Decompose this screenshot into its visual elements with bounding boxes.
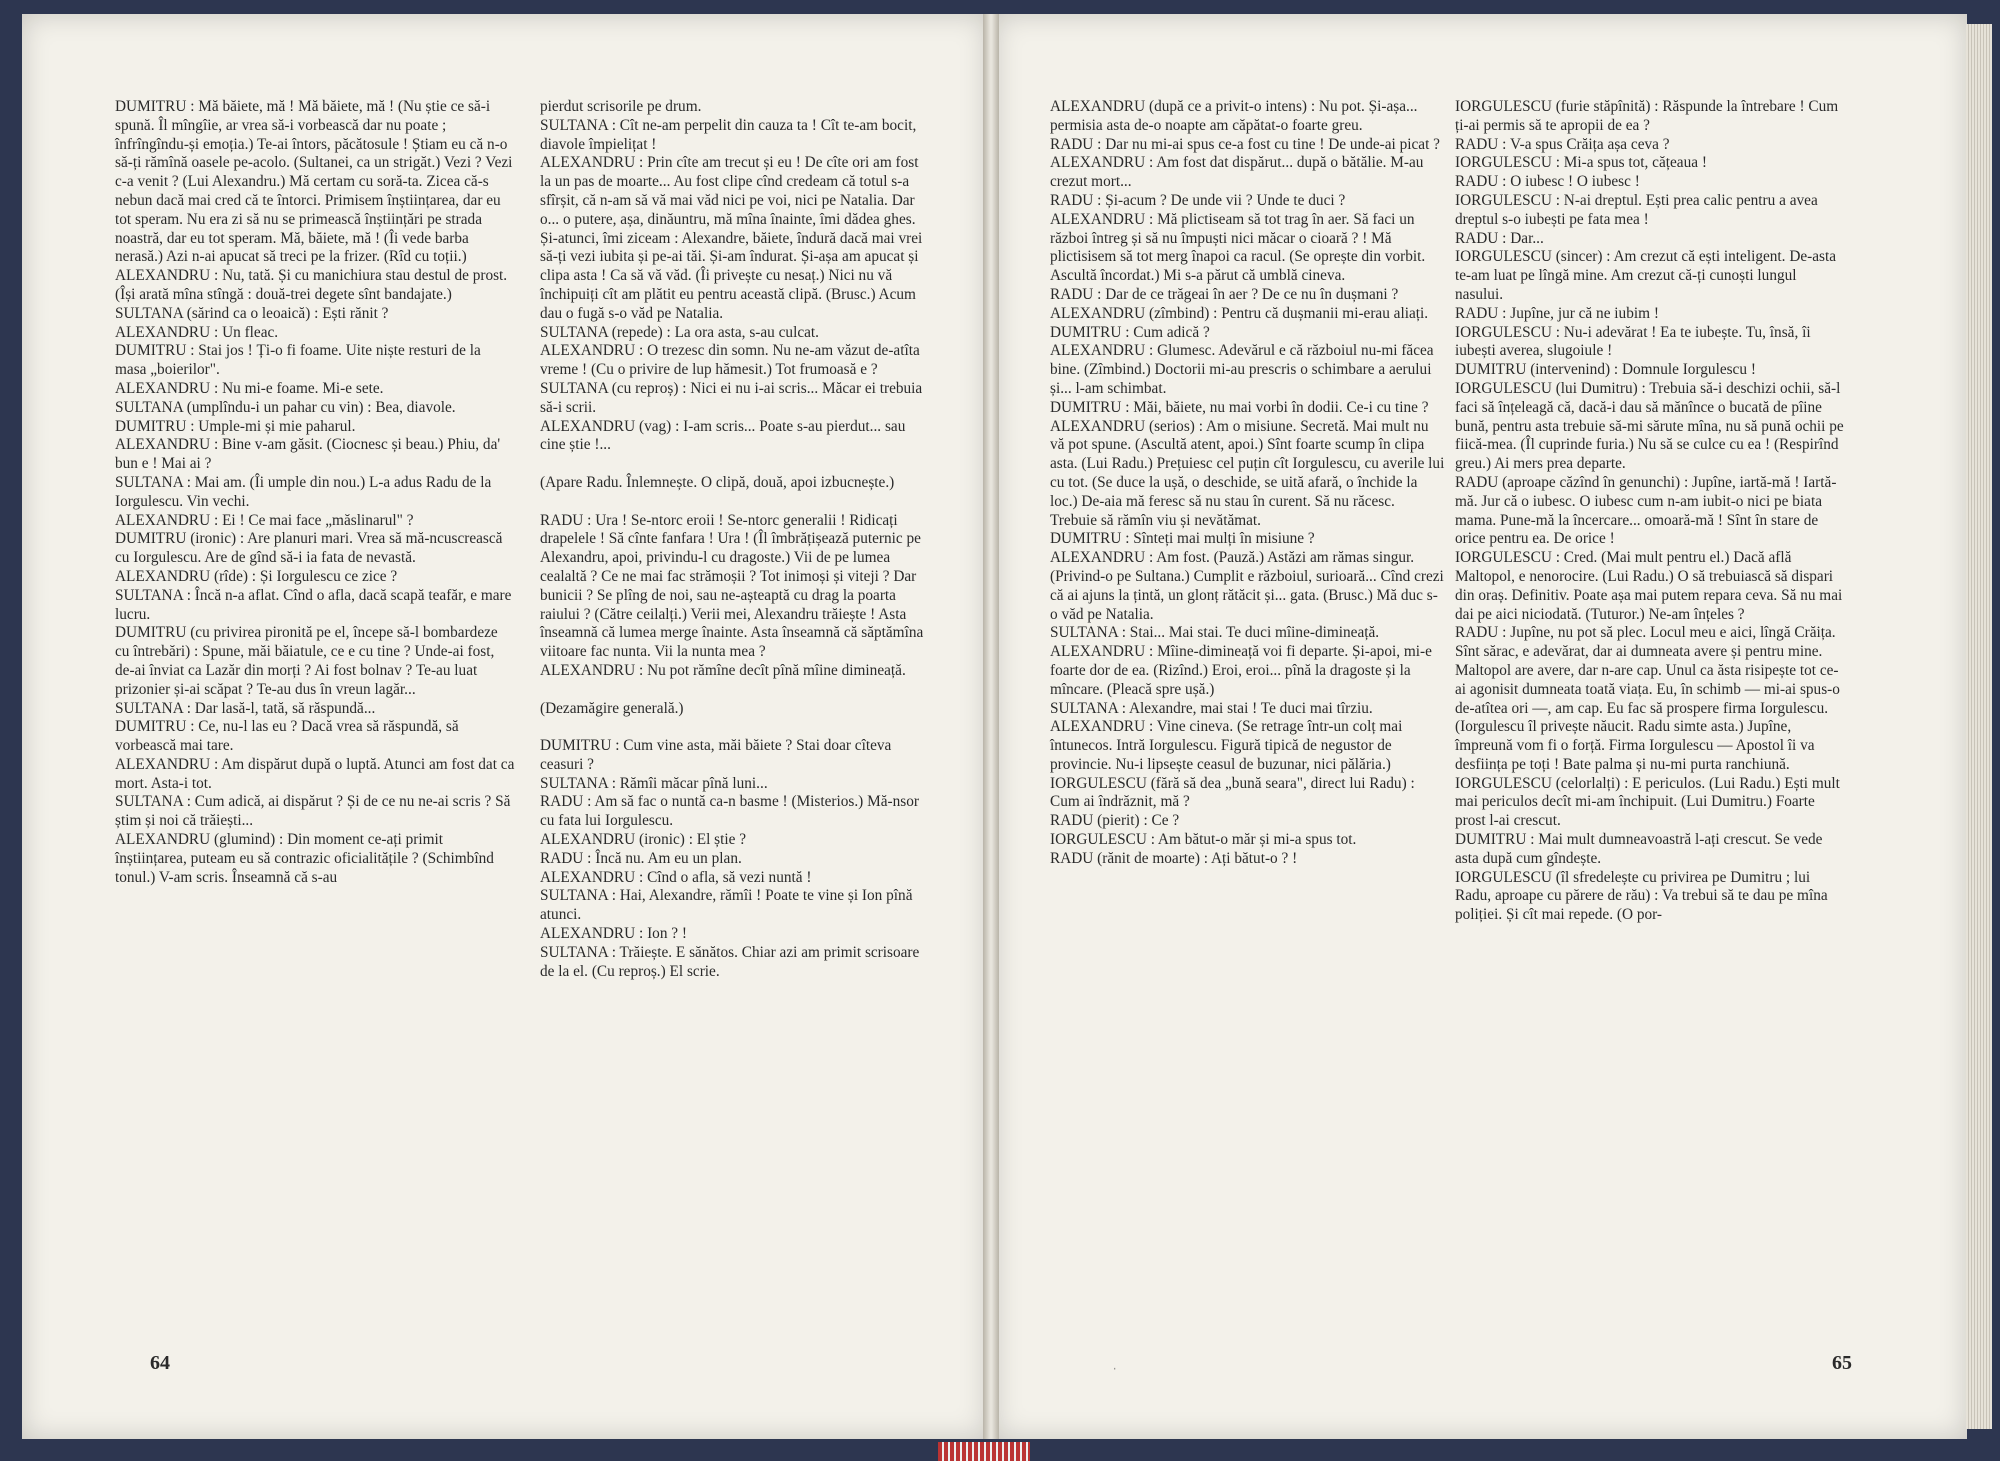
dialogue-paragraph [540, 455, 928, 474]
dialogue-paragraph: IORGULESCU (furie stăpînită) : Răspunde la întrebare ! Cum ți-ai permis să te apropii de ea ? [1455, 98, 1839, 134]
dialogue-paragraph: RADU : Încă nu. Am eu un plan. [540, 849, 742, 867]
dialogue-paragraph: pierdut scrisorile pe drum. [540, 98, 702, 115]
dialogue-paragraph: ALEXANDRU (serios) : Am o misiune. Secretă. Mai mult nu vă pot spune. (Ascultă atent, apoi.) Sînt foarte scump în clipa asta. (Lui Radu.) Prețuiesc cel puțin cît Iorgulescu, cu averile lui cu tot. (Se duce la ușă, o deschide, se uită afară, o închide la loc.) De-aia mă feresc să nu stau în curent. Să nu răcesc. Trebuie să rămîn viu și nevătămat. [1050, 417, 1445, 529]
dialogue-paragraph: ALEXANDRU (glumind) : Din moment ce-ați primit înștiințarea, puteam eu să contrazic oficialitățile ? (Schimbînd tonul.) V-am scris. Înseamnă că s-au [115, 831, 494, 886]
dialogue-paragraph: SULTANA : Rămîi măcar pînă luni... [540, 774, 768, 792]
dialogue-paragraph: ALEXANDRU : Prin cîte am trecut și eu ! De cîte ori am fost la un pas de moarte... Au fost clipe cînd credeam că totul s-a sfîrșit, că n-am să vă mai văd nici pe voi, nici pe Natalia. Dar o... o putere, așa, dinăuntru, mă mîna înainte, îmi dădea ghes. Și-atunci, îmi ziceam : Alexandre, băiete, îndură dacă mai vrei să-ți vezi iubita și pe-ai tăi. Și-am îndurat. Și-așa am apucat și clipa asta ! Ca să vă văd. (Îi privește cu nesaț.) Nici nu vă închipuiți cît am plătit eu pentru această clipă. (Brusc.) Acum dau o fugă s-o văd pe Natalia. [540, 154, 923, 322]
left-page-column-1 [115, 98, 515, 887]
dialogue-paragraph: DUMITRU : Ce, nu-l las eu ? Dacă vrea să răspundă, să vorbească mai tare. [115, 718, 459, 755]
dialogue-paragraph: ALEXANDRU : Bine v-am găsit. (Ciocnesc și beau.) Phiu, da' bun e ! Mai ai ? [115, 436, 501, 473]
page-number-right: 65 [1832, 1352, 1852, 1374]
page-edges [1966, 24, 1992, 1429]
dialogue-paragraph: (Apare Radu. Înlemnește. O clipă, două, apoi izbucnește.) [540, 473, 895, 491]
dialogue-paragraph: DUMITRU : Stai jos ! Ți-o fi foame. Uite niște resturi de la masa „boierilor". [115, 342, 481, 379]
dialogue-paragraph: DUMITRU : Mai mult dumneavoastră l-ați crescut. Se vede asta după cum gîndește. [1455, 831, 1823, 867]
right-page-column-2 [1455, 98, 1845, 925]
dialogue-paragraph: RADU : Am să fac o nuntă ca-n basme ! (Misterios.) Mă-nsor cu fata lui Iorgulescu. [540, 793, 919, 830]
dialogue-paragraph: ALEXANDRU : Nu, tată. Și cu manichiura stau destul de prost. (Își arată mîna stîngă : două-trei degete sînt bandajate.) [115, 267, 508, 303]
dialogue-paragraph: ALEXANDRU (vag) : I-am scris... Poate s-au pierdut... sau cine știe !... [540, 417, 906, 454]
dialogue-paragraph: ALEXANDRU : Ei ! Ce mai face „măslinarul" ? [115, 511, 414, 529]
dialogue-paragraph: IORGULESCU : Mi-a spus tot, cățeaua ! [1455, 154, 1707, 172]
dialogue-paragraph: ALEXANDRU (ironic) : El știe ? [540, 831, 747, 849]
dialogue-paragraph: ALEXANDRU : Am fost dat dispărut... după o bătălie. M-au crezut mort... [1050, 154, 1424, 191]
dialogue-paragraph: ALEXANDRU (rîde) : Și Iorgulescu ce zice ? [115, 567, 398, 585]
dialogue-paragraph: ALEXANDRU : Nu mi-e foame. Mi-e sete. [115, 379, 384, 397]
dialogue-paragraph: (Dezamăgire generală.) [540, 699, 684, 717]
dialogue-paragraph: SULTANA : Cum adică, ai dispărut ? Și de ce nu ne-ai scris ? Să știm și noi că trăiești... [115, 793, 511, 830]
book-gutter [983, 14, 999, 1439]
dialogue-paragraph: RADU (rănit de moarte) : Ați bătut-o ? ! [1050, 849, 1298, 867]
dialogue-paragraph: DUMITRU : Cum vine asta, măi băiete ? Stai doar cîteva ceasuri ? [540, 737, 892, 773]
dialogue-paragraph: SULTANA : Încă n-a aflat. Cînd o afla, dacă scapă teafăr, e mare lucru. [115, 586, 512, 623]
dialogue-paragraph: IORGULESCU (celorlalți) : E periculos. (Lui Radu.) Ești mult mai periculos decît mi-am închipuit. (Lui Dumitru.) Foarte prost l-ai crescut. [1455, 774, 1840, 830]
dialogue-paragraph: IORGULESCU (lui Dumitru) : Trebuia să-i deschizi ochii, să-l faci să înțeleagă că, dacă-i dau să mănînce o bucată de pîine bună, pentru asta trebuie să-mi sărute mîna, nu să pună ochii pe fiică-mea. (Îl cuprinde furia.) Nu să se culce cu ea ! (Respirînd greu.) Ai mers prea departe. [1455, 379, 1844, 473]
dialogue-paragraph: DUMITRU : Umple-mi și mie paharul. [115, 417, 356, 435]
dialogue-paragraph: SULTANA : Stai... Mai stai. Te duci mîine-dimineață. [1050, 624, 1380, 642]
dialogue-paragraph: ALEXANDRU : Nu pot rămîne decît pînă mîine dimineață. [540, 661, 906, 679]
dialogue-paragraph: ALEXANDRU : Am fost. (Pauză.) Astăzi am rămas singur. (Privind-o pe Sultana.) Cumplit e războiul, surioară... Cînd crezi că ai ajuns la țintă, un glonț rătăcit și... gata. (Brusc.) Mă duc s-o văd pe Natalia. [1050, 549, 1444, 623]
dialogue-paragraph: RADU : Și-acum ? De unde vii ? Unde te duci ? [1050, 191, 1346, 209]
left-page-column-2 [540, 98, 928, 981]
page-number-left: 64 [150, 1352, 170, 1374]
dialogue-paragraph: ALEXANDRU (după ce a privit-o intens) : Nu pot. Și-așa... permisia asta de-o noapte am căpătat-o foarte greu. [1050, 98, 1418, 134]
dialogue-paragraph: DUMITRU : Mă băiete, mă ! Mă băiete, mă ! (Nu știe ce să-i spună. Îl mîngîie, ar vrea să-i vorbească dar nu poate ; înfrîngîndu-și emoția.) Te-ai întors, păcătosule ! Știam eu că n-o să-ți rămînă oasele pe-acolo. (Sultanei, ca un strigăt.) Vezi ? Vezi c-a venit ? (Lui Alexandru.) Mă certam cu soră-ta. Zicea că-s nebun dacă mai cred că te întorci. Primisem înștiințarea, dar eu tot speram. Nu era zi să nu se primească înștiințări pe strada noastră, dar eu tot speram. Mă, băiete, mă ! (Îi vede barba nerasă.) Azi n-ai apucat să treci pe la frizer. (Rîd cu toții.) [115, 98, 513, 266]
dialogue-paragraph: RADU : Jupîne, jur că ne iubim ! [1455, 304, 1659, 322]
dialogue-paragraph: ALEXANDRU : Glumesc. Adevărul e că războiul nu-mi făcea bine. (Zîmbind.) Doctorii mi-au prescris o schimbare a aerului și... l-am schimbat. [1050, 342, 1434, 397]
dialogue-paragraph: DUMITRU : Cum adică ? [1050, 323, 1210, 341]
dialogue-paragraph: IORGULESCU (îl sfredelește cu privirea pe Dumitru ; lui Radu, aproape cu părere de rău) : Va trebui să te dau pe mîna poliției. Și cît mai repede. (O por- [1455, 868, 1828, 924]
dialogue-paragraph: SULTANA (sărind ca o leoaică) : Ești rănit ? [115, 304, 389, 322]
dialogue-paragraph [540, 681, 928, 700]
dialogue-paragraph: RADU : Dar nu mi-ai spus ce-a fost cu tine ! De unde-ai picat ? [1050, 135, 1440, 153]
dialogue-paragraph: IORGULESCU : Am bătut-o măr și mi-a spus tot. [1050, 831, 1357, 849]
right-page-column-1 [1050, 98, 1445, 869]
dialogue-paragraph: DUMITRU : Sînteți mai mulți în misiune ? [1050, 530, 1315, 548]
dialogue-paragraph: ALEXANDRU : O trezesc din somn. Nu ne-am văzut de-atîta vreme ! (Cu o privire de lup hămesit.) Tot frumoasă e ? [540, 342, 920, 379]
dialogue-paragraph: SULTANA : Mai am. (Îi umple din nou.) L-a adus Radu de la Iorgulescu. Vin vechi. [115, 473, 492, 510]
dialogue-paragraph: ALEXANDRU (zîmbind) : Pentru că dușmanii mi-erau aliați. [1050, 304, 1429, 322]
dialogue-paragraph: DUMITRU (cu privirea pironită pe el, începe să-l bombardeze cu întrebări) : Spune, măi băiatule, ce e cu tine ? Unde-ai fost, de-ai înviat ca Lazăr din morți ? Ai fost bolnav ? Te-au luat prizonier și-ai scăpat ? Te-au dus în vreun lagăr... [115, 624, 498, 698]
dialogue-paragraph: DUMITRU (intervenind) : Domnule Iorgulescu ! [1455, 361, 1756, 379]
dialogue-paragraph: SULTANA : Cît ne-am perpelit din cauza ta ! Cît te-am bocit, diavole împielițat ! [540, 116, 917, 153]
dialogue-paragraph: RADU : Dar... [1455, 229, 1544, 247]
dialogue-paragraph: RADU (aproape căzînd în genunchi) : Jupîne, iartă-mă ! Iartă-mă. Jur că o iubesc. O iubesc cum n-am iubit-o nici pe biata mama. Pune-mă la încercare... omoară-mă ! Sînt în stare de orice pentru ea. De orice ! [1455, 473, 1837, 548]
print-mark: ˌ [1113, 1358, 1117, 1370]
dialogue-paragraph: IORGULESCU (sincer) : Am crezut că ești inteligent. De-asta te-am luat pe lîngă mine. Am crezut că-ți cunoști lungul nasului. [1455, 248, 1837, 303]
dialogue-paragraph: SULTANA : Hai, Alexandre, rămîi ! Poate te vine și Ion pînă atunci. [540, 887, 913, 924]
dialogue-paragraph: SULTANA : Alexandre, mai stai ! Te duci mai tîrziu. [1050, 699, 1373, 717]
dialogue-paragraph: SULTANA : Dar lasă-l, tată, să răspundă... [115, 699, 376, 717]
dialogue-paragraph: SULTANA (cu reproș) : Nici ei nu i-ai scris... Măcar ei trebuia să-i scrii. [540, 379, 923, 416]
dialogue-paragraph: DUMITRU : Măi, băiete, nu mai vorbi în dodii. Ce-i cu tine ? [1050, 398, 1429, 416]
dialogue-paragraph: RADU (pierit) : Ce ? [1050, 812, 1180, 830]
dialogue-paragraph: RADU : Ura ! Se-ntorc eroii ! Se-ntorc generalii ! Ridicați drapelele ! Să cînte fanfara ! Ura ! (Îl îmbrățișează puternic pe Alexandru, apoi, privindu-l cu dragoste.) Vii de pe lumea cealaltă ? Ce ne mai fac strămoșii ? Tot inimoși și viteji ? Dar bunicii ? Se plîng de noi, sau ne-așteaptă cu drag la poarta raiului ? (Către ceilalți.) Verii mei, Alexandru trăiește ! Asta înseamnă că lumea merge înainte. Asta înseamnă că săptămîna viitoare fac nunta. Vii la nunta mea ? [540, 511, 924, 661]
dialogue-paragraph [540, 493, 928, 512]
bookmark-ribbon [938, 1442, 1030, 1461]
dialogue-paragraph [540, 718, 928, 737]
dialogue-paragraph: ALEXANDRU : Ion ? ! [540, 925, 687, 943]
dialogue-paragraph: IORGULESCU : Nu-i adevărat ! Ea te iubește. Tu, însă, îi iubești averea, slugoiule ! [1455, 323, 1811, 360]
dialogue-paragraph: RADU : O iubesc ! O iubesc ! [1455, 173, 1640, 191]
dialogue-paragraph: SULTANA (umplîndu-i un pahar cu vin) : Bea, diavole. [115, 398, 456, 416]
dialogue-paragraph: ALEXANDRU : Mă plictiseam să tot trag în aer. Să faci un război întreg și să nu împuști nici măcar o cioară ? ! Mă plictisisem să tot merg înapoi ca racul. (Se oprește din vorbit. Ascultă încordat.) Mi s-a părut că umblă cineva. [1050, 210, 1426, 285]
dialogue-paragraph: ALEXANDRU : Cînd o afla, să vezi nuntă ! [540, 868, 812, 886]
dialogue-paragraph: ALEXANDRU : Un fleac. [115, 323, 279, 341]
dialogue-paragraph: RADU : Jupîne, nu pot să plec. Locul meu e aici, lîngă Crăița. Sînt sărac, e adevărat, dar ai dumneata avere și pentru mine. Maltopol are avere, dar n-are cap. Unul ca ăsta risipește tot ce-ai agonisit dumneata toată viața. Eu, în schimb — mi-ai spus-o de-atîtea ori —, am cap. Eu fac să prospere firma Iorgulescu. (Iorgulescu îl privește năucit. Radu simte asta.) Jupîne, împreună vom fi o forță. Firma Iorgulescu — Apostol îi va desființa pe toți ! Bate palma și nu-mi purta ranchiună. [1455, 624, 1840, 773]
dialogue-paragraph: IORGULESCU : N-ai dreptul. Ești prea calic pentru a avea dreptul s-o iubești pe fata mea ! [1455, 191, 1818, 228]
dialogue-paragraph: ALEXANDRU : Mîine-dimineață voi fi departe. Și-apoi, mi-e foarte dor de ea. (Rizînd.) Eroi, eroi... pînă la dragoste și la mîncare. (Pleacă spre ușă.) [1050, 643, 1432, 698]
dialogue-paragraph: RADU : V-a spus Crăița așa ceva ? [1455, 135, 1670, 153]
dialogue-paragraph: SULTANA (repede) : La ora asta, s-au culcat. [540, 323, 819, 341]
dialogue-paragraph: DUMITRU (ironic) : Are planuri mari. Vrea să mă-ncuscrească cu Iorgulescu. Are de gînd să-i ia fata de nevastă. [115, 530, 503, 567]
dialogue-paragraph: RADU : Dar de ce trăgeai în aer ? De ce nu în dușmani ? [1050, 285, 1399, 303]
dialogue-paragraph: ALEXANDRU : Am dispărut după o luptă. Atunci am fost dat ca mort. Asta-i tot. [115, 755, 515, 792]
dialogue-paragraph: IORGULESCU (fără să dea „bună seara", direct lui Radu) : Cum ai îndrăznit, mă ? [1050, 774, 1415, 811]
dialogue-paragraph: SULTANA : Trăiește. E sănătos. Chiar azi am primit scrisoare de la el. (Cu reproș.) El scrie. [540, 943, 920, 980]
dialogue-paragraph: ALEXANDRU : Vine cineva. (Se retrage într-un colț mai întunecos. Intră Iorgulescu. Figură tipică de negustor de provincie. Nu-i lipsește ceasul de buzunar, nici pălăria.) [1050, 718, 1403, 773]
dialogue-paragraph: IORGULESCU : Cred. (Mai mult pentru el.) Dacă află Maltopol, e nenorocire. (Lui Radu.) O să trebuiască să dispari din oraș. Definitiv. Poate așa mai putem repara ceva. Să nu mai dai pe aici niciodată. (Tuturor.) Ne-am înțeles ? [1455, 549, 1843, 623]
